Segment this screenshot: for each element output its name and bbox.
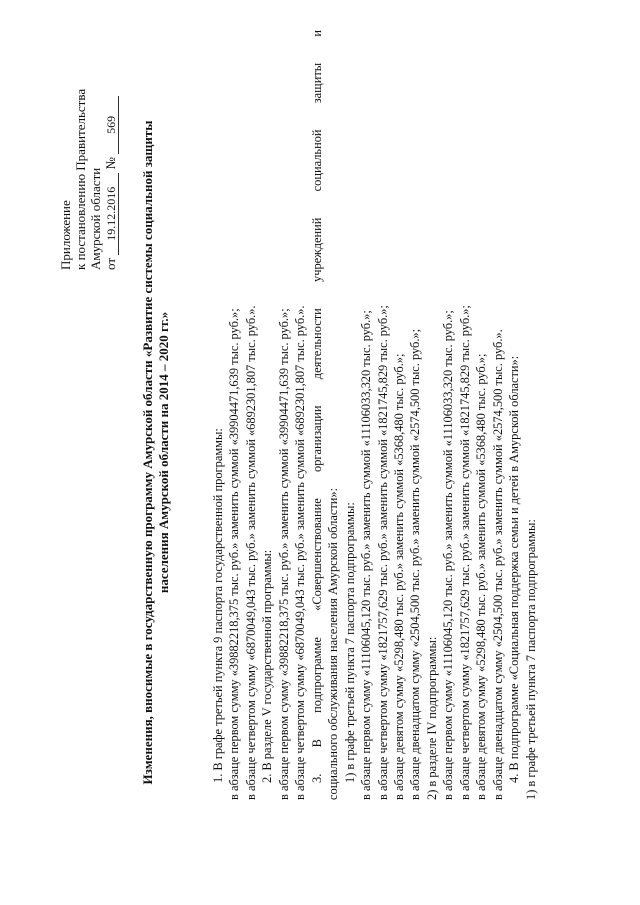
body-line: в абзаце четвертом сумму «6870049,043 тыс. руб.» заменить суммой «6892301,807 тыс. руб.». bbox=[243, 305, 258, 800]
annex-resolution-line: к постановлению Правительства bbox=[73, 88, 88, 270]
body-line: в абзаце первом сумму «11106045,120 тыс. руб.» заменить суммой «11106033,320 тыс. руб.»; bbox=[441, 310, 456, 800]
title-line: населения Амурской области на 2014 – 2020 гг.» bbox=[156, 311, 171, 594]
annex-region-line: Амурской области bbox=[88, 167, 103, 270]
body-line: в абзаце четвертом сумму «1821757,629 тыс. руб.» заменить суммой «1821745,829 тыс. руб.»; bbox=[375, 305, 390, 800]
body-line: 3. В подпрограмме «Совершенствование организации деятельности учреждений социальной защиты и bbox=[309, 30, 324, 783]
body-line: в абзаце двенадцатом сумму «2504,500 тыс. руб.» заменить суммой «2574,500 тыс. руб.». bbox=[490, 329, 505, 800]
body-line: в абзаце первом сумму «39882218,375 тыс. руб.» заменить суммой «39904471,639 тыс. руб.»; bbox=[276, 308, 291, 800]
body-line: 1) в графе третьей пункта 7 паспорта подпрограммы: bbox=[523, 519, 538, 800]
body-line: в абзаце двенадцатом сумму «2504,500 тыс. руб.» заменить суммой «2574,500 тыс. руб.»; bbox=[408, 328, 423, 800]
body-line: 2. В разделе V государственной программы: bbox=[260, 549, 275, 783]
annex-date-number-line bbox=[103, 20, 119, 270]
title-line: Изменения, вносимые в государственную программу Амурской области «Развитие системы социальной защиты bbox=[140, 120, 155, 785]
body-line: в абзаце четвертом сумму «6870049,043 тыс. руб.» заменить суммой «6892301,807 тыс. руб.». bbox=[293, 305, 308, 800]
annex-number: 569 bbox=[105, 96, 119, 154]
body-line: 1. В графе третьей пункта 9 паспорта государственной программы: bbox=[211, 428, 225, 783]
annex-title: Приложение bbox=[58, 200, 73, 270]
body-line: социального обслуживания населения Амурской области»: bbox=[326, 487, 341, 800]
annex-date: 19.12.2016 bbox=[105, 173, 119, 255]
body-line: в абзаце первом сумму «39882218,375 тыс. руб.» заменить суммой «39904471,639 тыс. руб.»; bbox=[227, 308, 242, 800]
document-title bbox=[140, 0, 172, 905]
body-line: 1) в графе третьей пункта 7 паспорта подпрограммы: bbox=[342, 502, 357, 783]
annex-from-prefix: от bbox=[103, 257, 118, 270]
body-line: в абзаце первом сумму «11106045,120 тыс. руб.» заменить суммой «11106033,320 тыс. руб.»; bbox=[359, 310, 374, 800]
body-line: в абзаце девятом сумму «5298,480 тыс. руб.» заменить суммой «5368,480 тыс. руб.»; bbox=[391, 353, 406, 800]
body-line: 4. В подпрограмме «Социальная поддержка семьи и детей в Амурской области»: bbox=[507, 355, 522, 783]
body-line: в абзаце девятом сумму «5298,480 тыс. руб.» заменить суммой «5368,480 тыс. руб.»; bbox=[474, 353, 489, 800]
annex-block bbox=[58, 20, 119, 270]
document-body bbox=[210, 30, 539, 800]
annex-number-prefix: № bbox=[103, 157, 118, 170]
body-line: в абзаце четвертом сумму «1821757,629 тыс. руб.» заменить суммой «1821745,829 тыс. руб.»; bbox=[457, 305, 472, 800]
body-line: 2) в разделе IV подпрограммы: bbox=[424, 636, 439, 800]
